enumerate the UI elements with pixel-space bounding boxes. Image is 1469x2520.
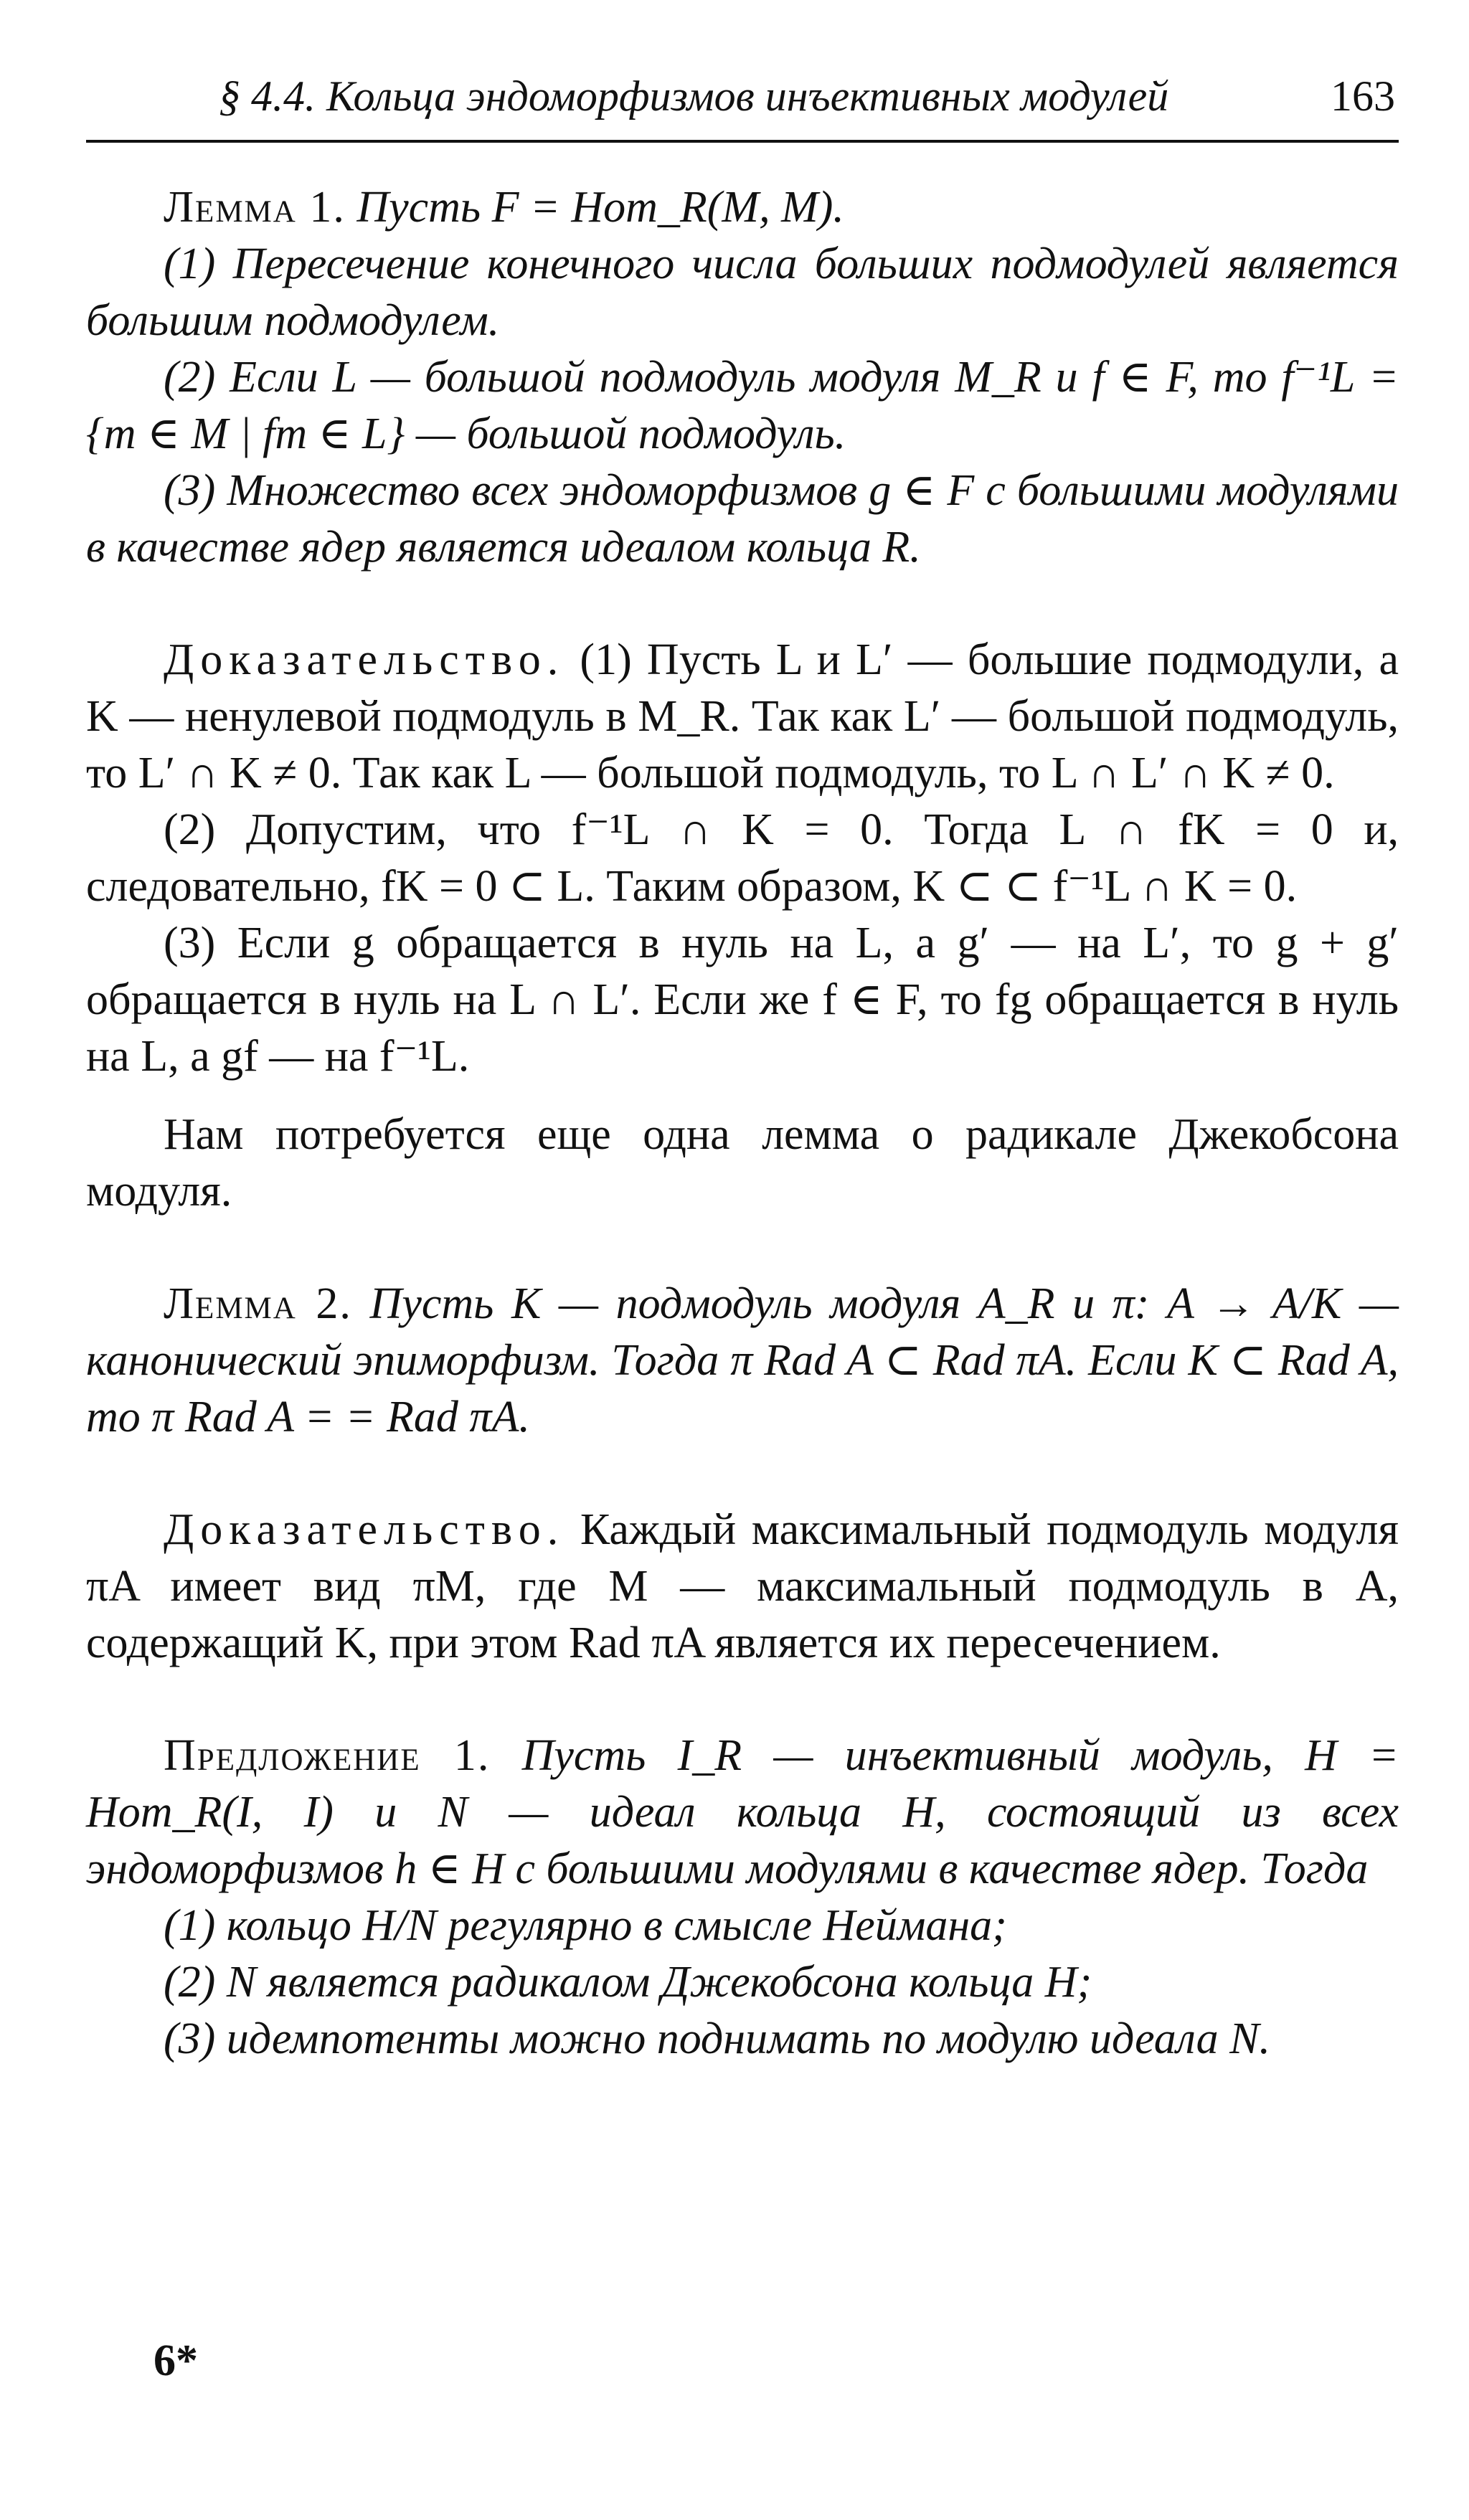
proposition-1-statement: Пусть I_R — инъективный модуль, H = Hom_R(I, I) и N — идеал кольца H, состоящий из всех эндоморфизмов h ∈ H с большими модулями в качестве ядер. Тогда bbox=[86, 1731, 1399, 1893]
spacer bbox=[86, 1672, 1399, 1728]
spacer bbox=[86, 1220, 1399, 1276]
proof-1-paragraph-2: (2) Допустим, что f⁻¹L ∩ K = 0. Тогда L ∩ fK = 0 и, следовательно, fK = 0 ⊂ L. Таким образом, K ⊂ ⊂ f⁻¹L ∩ K = 0. bbox=[86, 805, 1399, 911]
running-title: § 4.4. Кольца эндоморфизмов инъективных модулей bbox=[219, 72, 1169, 120]
lemma-1-item-2: (2) Если L — большой подмодуль модуля M_R и f ∈ F, то f⁻¹L = {m ∈ M | fm ∈ L} — большой подмодуль. bbox=[86, 353, 1399, 458]
lemma-2-statement: Пусть K — подмодуль модуля A_R и π: A → A/K — канонический эпиморфизм. Тогда π Rad A ⊂ Rad πA. Если K ⊂ Rad A, то π Rad A = = Rad πA. bbox=[86, 1279, 1399, 1441]
proposition-1-item-2: (2) N является радикалом Джекобсона кольца H; bbox=[164, 1958, 1092, 2007]
proposition-1-item-1: (1) кольцо H/N регулярно в смысле Неймана; bbox=[164, 1901, 1007, 1950]
lemma-1-item-1: (1) Пересечение конечного числа больших подмодулей является большим подмодулем. bbox=[86, 240, 1399, 345]
lemma-1-label: Лемма 1. bbox=[164, 183, 346, 232]
proof-2-text: Каждый максимальный подмодуль модуля πA имеет вид πM, где M — максимальный подмодуль в A, содержащий K, при этом Rad πA является их пересечением. bbox=[86, 1505, 1399, 1667]
proposition-1-item-3: (3) идемпотенты можно поднимать по модулю идеала N. bbox=[164, 2014, 1270, 2063]
page-number: 163 bbox=[1331, 72, 1395, 120]
proof-2 bbox=[86, 1502, 1399, 1672]
transition-paragraph: Нам потребуется еще одна лемма о радикале Джекобсона модуля. bbox=[86, 1110, 1399, 1216]
lemma-1-statement: Пусть F = Hom_R(M, M). bbox=[356, 183, 844, 232]
header-rule bbox=[86, 140, 1399, 143]
running-header bbox=[219, 72, 1395, 121]
proof-1-text-1: (1) Пусть L и L′ — большие подмодули, а K — ненулевой подмодуль в M_R. Так как L′ — большой подмодуль, то L′ ∩ K ≠ 0. Так как L — большой подмодуль, то L ∩ L′ ∩ K ≠ 0. bbox=[86, 635, 1399, 797]
spacer bbox=[86, 576, 1399, 632]
spacer bbox=[86, 1446, 1399, 1502]
page-body bbox=[86, 179, 1399, 2067]
signature-mark: 6* bbox=[153, 2336, 198, 2385]
lemma-1-item-3: (3) Множество всех эндоморфизмов g ∈ F с большими модулями в качестве ядер является идеалом кольца R. bbox=[86, 466, 1399, 572]
proof-1-paragraph-1 bbox=[86, 632, 1399, 802]
proof-1-paragraph-3: (3) Если g обращается в нуль на L, а g′ — на L′, то g + g′ обращается в нуль на L ∩ L′. Если же f ∈ F, то fg обращается в нуль на L, а gf — на f⁻¹L. bbox=[86, 919, 1399, 1081]
lemma-1-heading bbox=[86, 179, 1399, 236]
proposition-1 bbox=[86, 1728, 1399, 1898]
lemma-2-label: Лемма 2. bbox=[164, 1279, 352, 1328]
lemma-2 bbox=[86, 1276, 1399, 1446]
proposition-1-label: Предложение 1. bbox=[164, 1731, 491, 1780]
proof-2-label: Доказательство. bbox=[164, 1505, 565, 1554]
proof-1-label: Доказательство. bbox=[164, 635, 565, 684]
